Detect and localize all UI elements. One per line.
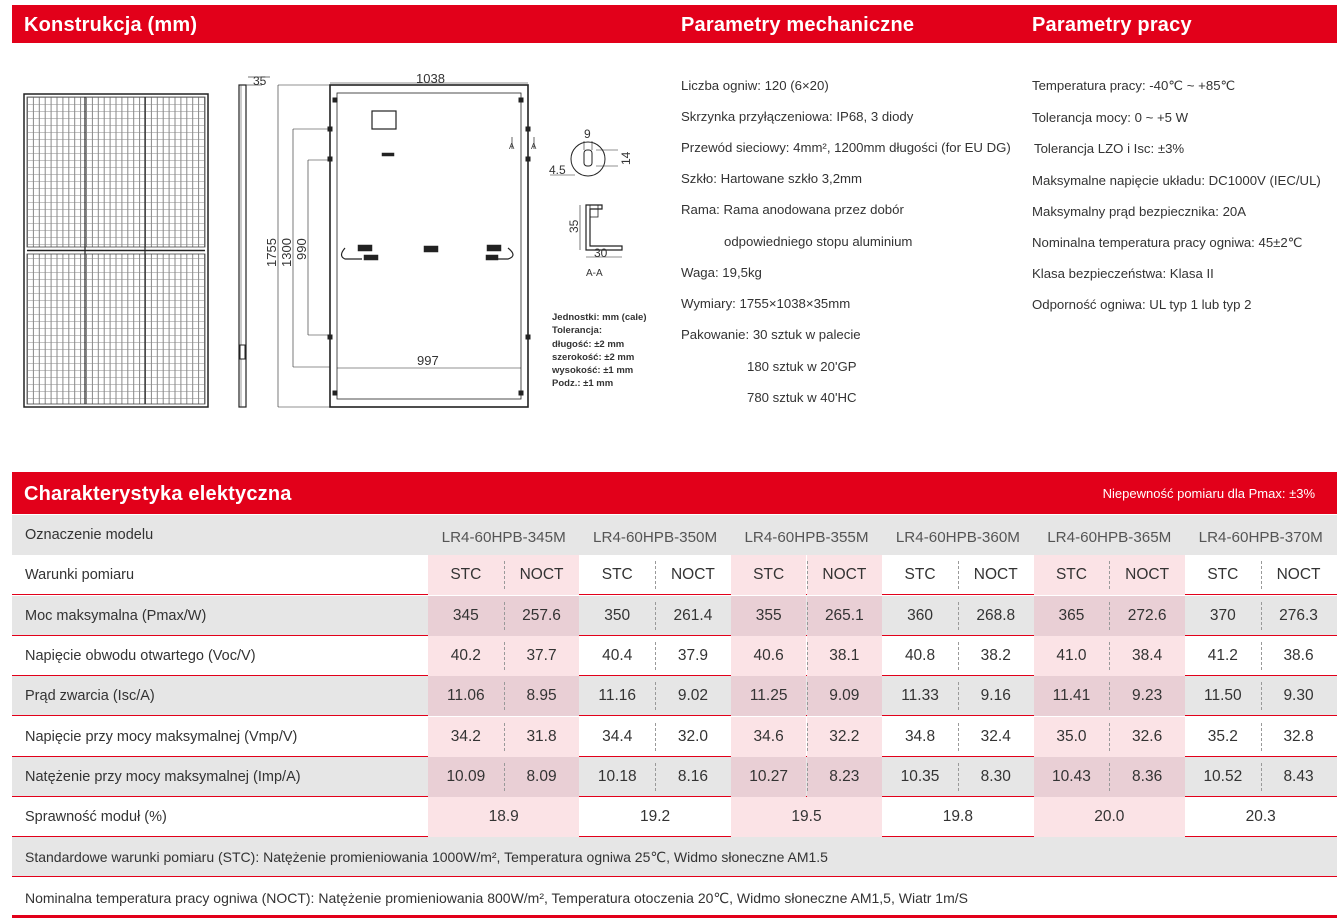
table-cell: 350: [604, 606, 631, 624]
noct-note: Nominalna temperatura pracy ogniwa (NOCT): Natężenie promieniowania 800W/m², Temperatura otoczenia 20℃, Widmo słoneczne AM1,5, Wiatr 1m/S: [25, 889, 968, 906]
table-cell: 34.4: [602, 727, 633, 745]
table-cell: 11.50: [1204, 687, 1242, 705]
table-cell: 34.6: [731, 717, 807, 757]
param-dimensions: Wymiary: 1755×1038×35mm: [681, 296, 851, 311]
section-marker-a2: A: [531, 142, 537, 151]
table-cell: 11.25: [731, 676, 807, 716]
table-cell: 32.6: [1109, 717, 1185, 757]
param-packing: Pakowanie: 30 sztuk w palecie: [681, 327, 861, 342]
cell-divider: [655, 561, 656, 589]
table-cell: 370: [1209, 606, 1236, 624]
cell-divider: [504, 763, 505, 791]
table-cell: STC: [904, 566, 936, 584]
working-title: Parametry pracy: [1032, 14, 1192, 36]
cell-divider: [1109, 602, 1110, 630]
table-cell: 11.16: [598, 687, 637, 705]
table-cell: 10.52: [1203, 767, 1243, 785]
table-cell: 38.1: [807, 636, 883, 676]
cell-divider: [958, 602, 959, 630]
cell-divider: [807, 642, 808, 670]
table-cell: 10.35: [900, 767, 940, 785]
table-cell: 9.23: [1109, 676, 1185, 716]
row-label: Natężenie przy mocy maksymalnej (Imp/A): [25, 768, 301, 785]
param-weight: Waga: 19,5kg: [681, 265, 762, 280]
table-cell: 40.8: [904, 646, 936, 664]
dim-thickness: 35: [253, 74, 267, 88]
electrical-title: Charakterystyka elektyczna: [24, 483, 292, 505]
table-cell: NOCT: [670, 566, 715, 584]
table-cell: 32.0: [677, 727, 709, 745]
cell-divider: [504, 602, 505, 630]
table-cell: 20.0: [1034, 797, 1185, 837]
mechanical-title: Parametry mechaniczne: [681, 14, 915, 36]
dim-frame-width: 30: [594, 246, 608, 260]
table-cell: 365: [1034, 596, 1110, 636]
param-cells: Liczba ogniw: 120 (6×20): [681, 78, 829, 93]
table-cell: 272.6: [1109, 596, 1185, 636]
table-cell: 8.23: [807, 757, 883, 797]
param-packing-20gp: 180 sztuk w 20'GP: [747, 359, 857, 374]
efficiency-row: [12, 797, 1337, 837]
cell-divider: [1109, 723, 1110, 751]
cell-divider: [655, 723, 656, 751]
table-cell: 11.33: [901, 687, 939, 705]
param-frame: Rama: Rama anodowana przez dobór: [681, 202, 904, 217]
param-fire-rating: Odporność ogniwa: UL typ 1 lub typ 2: [1032, 297, 1252, 312]
param-max-voltage: Maksymalne napięcie układu: DC1000V (IEC/UL): [1032, 173, 1321, 188]
row-label: Warunki pomiaru: [25, 567, 135, 584]
cell-divider: [807, 602, 808, 630]
section-marker-a1: A: [509, 142, 515, 151]
units-tolerance-note: Jednostki: mm (cale) Tolerancja: długość: ±2 mm szerokość: ±2 mm wysokość: ±1 mm Podz.: ±1 mm: [552, 312, 647, 390]
table-cell: 34.8: [904, 727, 936, 745]
table-cell: 10.18: [597, 767, 637, 785]
cell-divider: [807, 561, 808, 589]
model-name: LR4-60HPB-370M: [1198, 529, 1323, 546]
cell-divider: [655, 602, 656, 630]
table-cell: STC: [428, 555, 504, 595]
table-row: [12, 636, 1337, 676]
cell-divider: [655, 642, 656, 670]
table-cell: 40.2: [428, 636, 504, 676]
table-row: [12, 757, 1337, 797]
table-cell: 41.2: [1207, 646, 1238, 664]
table-cell: 40.4: [602, 646, 633, 664]
cell-divider: [807, 763, 808, 791]
table-row: [12, 596, 1337, 636]
table-cell: 34.2: [428, 717, 504, 757]
cell-divider: [1261, 602, 1262, 630]
table-cell: NOCT: [504, 555, 580, 595]
cell-divider: [807, 723, 808, 751]
table-cell: 261.4: [673, 606, 713, 624]
cell-divider: [655, 763, 656, 791]
table-cell: 9.16: [980, 687, 1011, 705]
param-op-temp: Temperatura pracy: -40℃ ~ +85℃: [1032, 78, 1236, 93]
panel-back-view: [278, 83, 534, 407]
table-cell: 9.02: [677, 687, 709, 705]
model-row: [12, 515, 1337, 555]
model-name: LR4-60HPB-345M: [441, 529, 566, 546]
param-noct: Nominalna temperatura pracy ogniwa: 45±2℃: [1032, 235, 1303, 250]
table-cell: 8.43: [1283, 767, 1314, 785]
table-cell: 265.1: [807, 596, 883, 636]
row-label: Napięcie przy mocy maksymalnej (Vmp/V): [25, 728, 298, 745]
stc-note: Standardowe warunki pomiaru (STC): Natężenie promieniowania 1000W/m², Temperatura ogniwa 25℃, Widmo słoneczne AM1.5: [25, 849, 828, 866]
table-cell: 32.8: [1283, 727, 1314, 745]
table-row: [12, 717, 1337, 757]
param-frame-cont: odpowiedniego stopu aluminium: [724, 234, 913, 249]
dim-997: 997: [417, 353, 439, 368]
param-safety-class: Klasa bezpieczeństwa: Klasa II: [1032, 266, 1214, 281]
param-packing-40hc: 780 sztuk w 40'HC: [747, 390, 857, 405]
cell-divider: [958, 642, 959, 670]
cell-divider: [958, 723, 959, 751]
cell-divider: [958, 682, 959, 710]
param-voc-isc-tol: Tolerancja LZO i Isc: ±3%: [1034, 141, 1185, 156]
table-cell: 38.2: [980, 646, 1011, 664]
cell-divider: [958, 561, 959, 589]
uncertainty-note: Niepewność pomiaru dla Pmax: ±3%: [1102, 486, 1315, 501]
dim-hole-offset: 4.5: [549, 163, 566, 177]
row-label: Moc maksymalna (Pmax/W): [25, 607, 207, 624]
model-name: LR4-60HPB-365M: [1047, 529, 1172, 546]
section-label: A-A: [586, 268, 603, 279]
cell-divider: [655, 682, 656, 710]
table-cell: NOCT: [973, 566, 1018, 584]
note-noct-row: [12, 878, 1337, 918]
cell-divider: [1109, 642, 1110, 670]
table-cell: 345: [428, 596, 504, 636]
dim-frame-height: 35: [567, 219, 581, 233]
row-label: Prąd zwarcia (Isc/A): [25, 688, 155, 705]
table-cell: 8.36: [1109, 757, 1185, 797]
dim-1300: 1300: [279, 238, 294, 267]
table-cell: 38.6: [1283, 646, 1314, 664]
row-label: Oznaczenie modelu: [25, 527, 154, 543]
table-cell: 20.3: [1245, 808, 1276, 826]
table-cell: 35.2: [1207, 727, 1238, 745]
table-cell: 19.2: [640, 808, 671, 826]
table-cell: STC: [1034, 555, 1110, 595]
param-glass: Szkło: Hartowane szkło 3,2mm: [681, 171, 863, 186]
table-cell: 9.09: [807, 676, 883, 716]
table-cell: 11.06: [428, 676, 504, 716]
dim-length: 1755: [264, 238, 279, 267]
table-cell: 37.7: [504, 636, 580, 676]
table-cell: STC: [1207, 566, 1239, 584]
table-cell: 19.8: [942, 808, 973, 826]
dim-hole-height: 14: [619, 151, 633, 165]
table-cell: 35.0: [1034, 717, 1110, 757]
table-row: [12, 676, 1337, 716]
table-cell: NOCT: [807, 555, 883, 595]
table-cell: 8.30: [980, 767, 1011, 785]
table-cell: 10.43: [1034, 757, 1110, 797]
cell-divider: [1109, 561, 1110, 589]
model-name: LR4-60HPB-350M: [593, 529, 718, 546]
table-cell: 32.4: [980, 727, 1011, 745]
construction-title: Konstrukcja (mm): [24, 14, 198, 36]
table-cell: 40.6: [731, 636, 807, 676]
cell-divider: [1109, 763, 1110, 791]
table-cell: 360: [907, 606, 933, 624]
cell-divider: [1261, 723, 1262, 751]
cell-divider: [1261, 763, 1262, 791]
table-cell: 10.09: [428, 757, 504, 797]
table-cell: 31.8: [504, 717, 580, 757]
dim-hole-width: 9: [584, 127, 591, 141]
model-name: LR4-60HPB-355M: [744, 529, 869, 546]
cell-divider: [504, 723, 505, 751]
cell-divider: [1261, 682, 1262, 710]
note-stc-row: [12, 837, 1337, 877]
table-cell: 8.16: [677, 767, 709, 785]
table-cell: 11.41: [1034, 676, 1110, 716]
cell-divider: [1109, 682, 1110, 710]
table-cell: 9.30: [1283, 687, 1314, 705]
row-label: Napięcie obwodu otwartego (Voc/V): [25, 647, 256, 664]
cell-divider: [958, 763, 959, 791]
table-cell: 10.27: [731, 757, 807, 797]
table-cell: 32.2: [807, 717, 883, 757]
cell-divider: [504, 642, 505, 670]
model-name: LR4-60HPB-360M: [895, 529, 1020, 546]
table-cell: 257.6: [504, 596, 580, 636]
table-cell: NOCT: [1109, 555, 1185, 595]
param-power-tol: Tolerancja mocy: 0 ~ +5 W: [1032, 110, 1189, 125]
table-cell: 38.4: [1109, 636, 1185, 676]
table-cell: 18.9: [428, 797, 579, 837]
table-cell: STC: [731, 555, 807, 595]
param-junction-box: Skrzynka przyłączeniowa: IP68, 3 diody: [681, 109, 914, 124]
cell-divider: [1261, 561, 1262, 589]
conditions-row: [12, 555, 1337, 595]
table-cell: 268.8: [976, 606, 1016, 624]
table-cell: 37.9: [677, 646, 709, 664]
param-fuse: Maksymalny prąd bezpiecznika: 20A: [1032, 204, 1247, 219]
panel-front-view: [24, 94, 208, 407]
cell-divider: [1261, 642, 1262, 670]
table-cell: 8.09: [504, 757, 580, 797]
dim-990: 990: [294, 238, 309, 260]
table-cell: 8.95: [504, 676, 580, 716]
table-cell: STC: [601, 566, 633, 584]
row-label: Sprawność moduł (%): [25, 809, 167, 826]
param-cable: Przewód sieciowy: 4mm², 1200mm długości (for EU DG): [681, 140, 1011, 155]
table-cell: 355: [731, 596, 807, 636]
table-cell: 19.5: [731, 797, 882, 837]
table-cell: 276.3: [1279, 606, 1318, 624]
dim-width: 1038: [416, 71, 445, 86]
table-cell: NOCT: [1276, 566, 1321, 584]
cell-divider: [504, 561, 505, 589]
cell-divider: [807, 682, 808, 710]
cell-divider: [504, 682, 505, 710]
table-cell: 41.0: [1034, 636, 1110, 676]
